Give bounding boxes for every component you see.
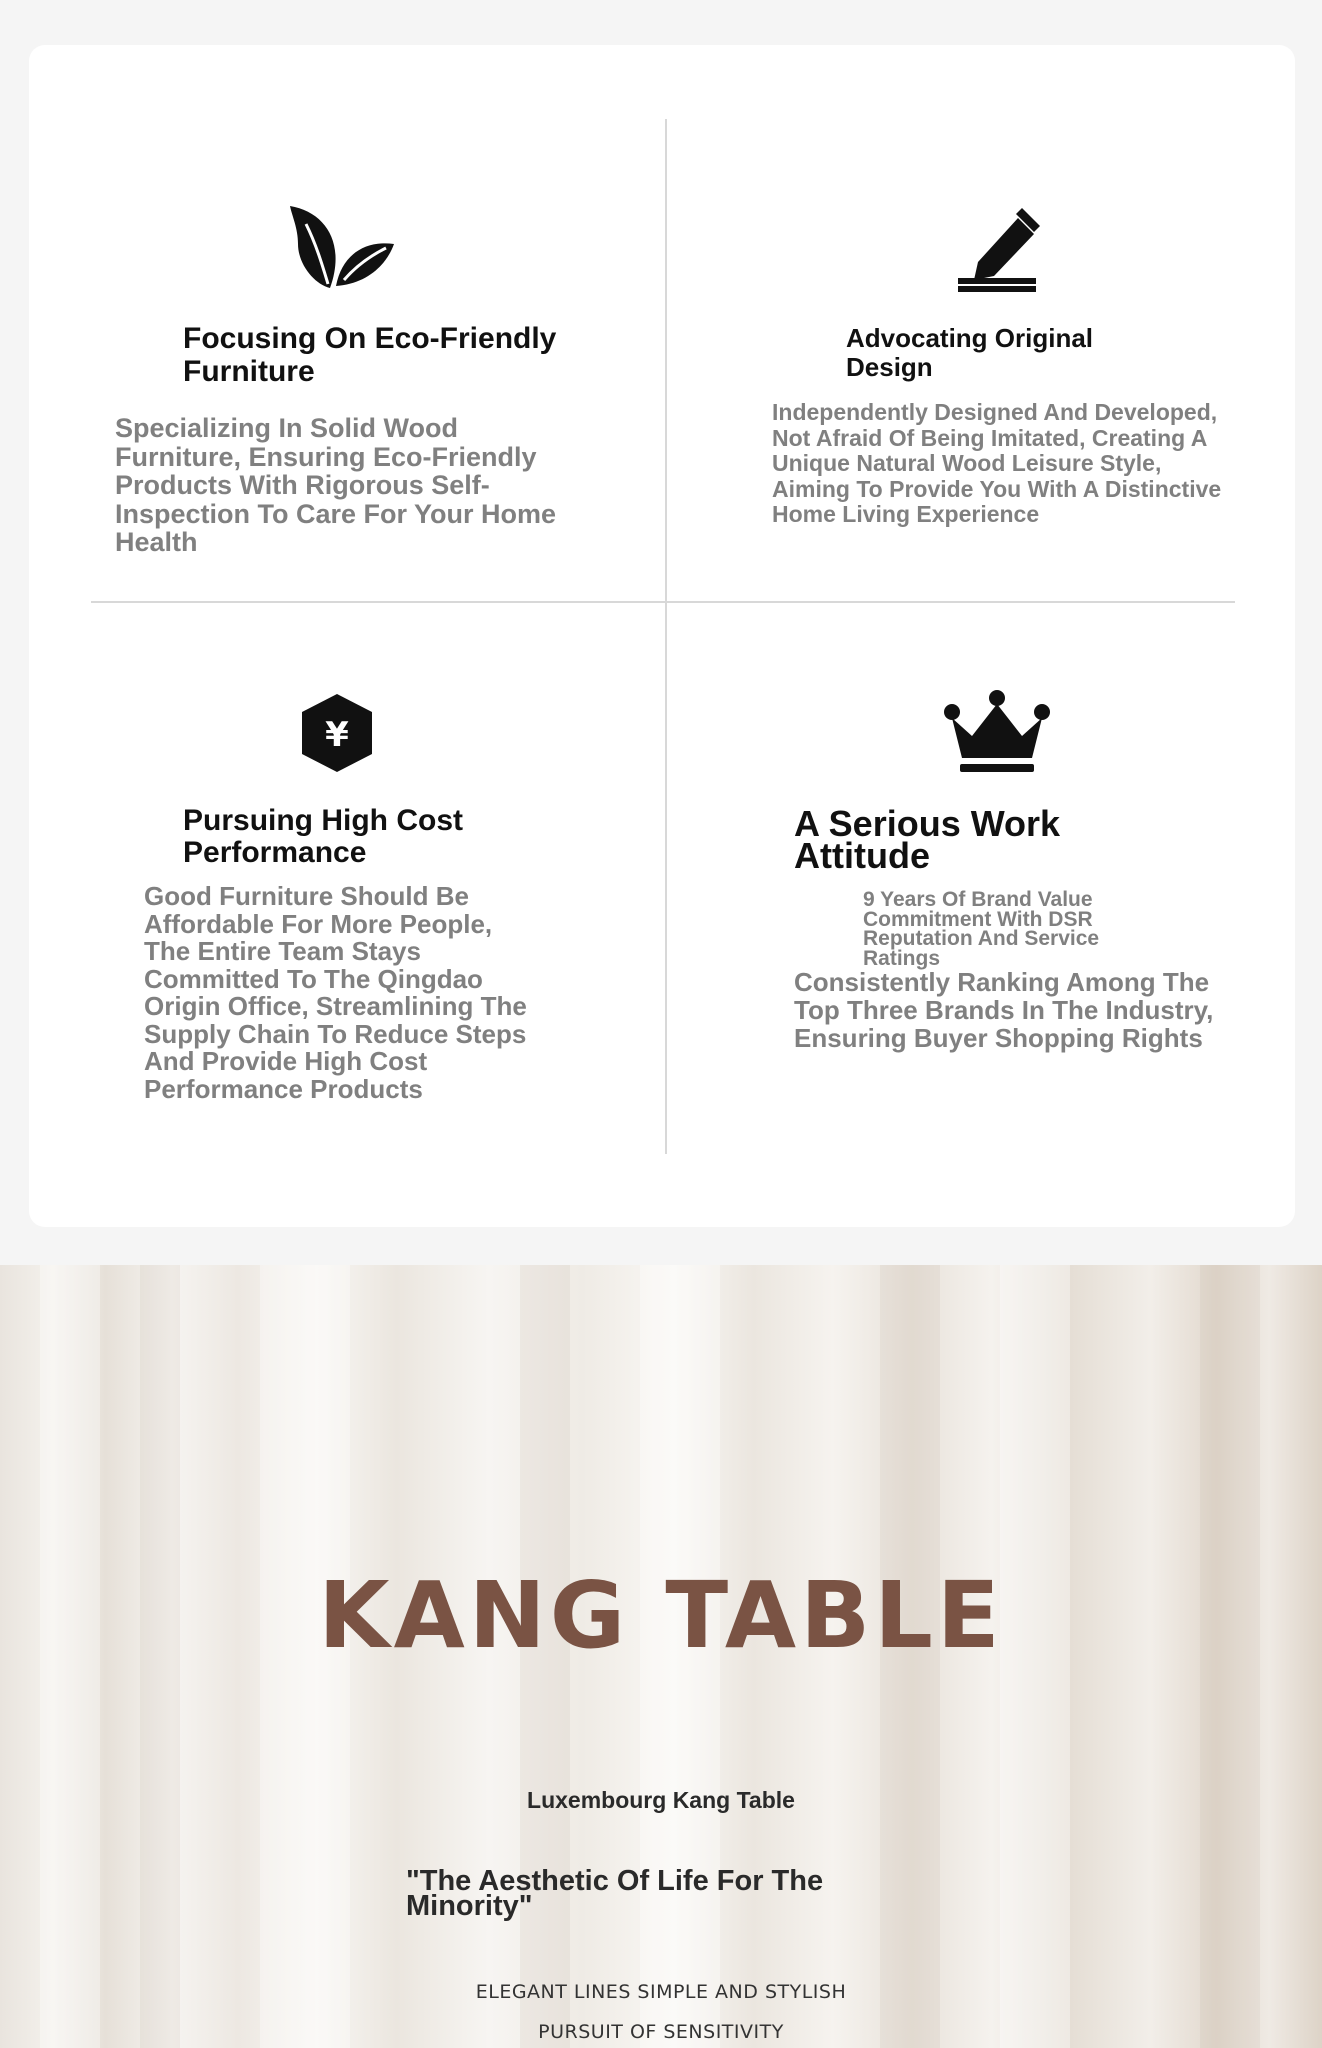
feature-title-attitude: A Serious Work Attitude [794,803,1061,876]
feature-desc-eco: Specializing In Solid Wood Furniture, Ensuring Eco-Friendly Products With Rigorous Self-Inspection To Care For Your Home Health [115,413,557,557]
feature-subdesc-attitude: 9 Years Of Brand Value Commitment With DSR Reputation And Service Ratings [863,888,1100,970]
feature-title-design: Advocating Original Design [846,323,1094,382]
vertical-divider [665,119,667,1154]
feature-desc-cost: Good Furniture Should Be Affordable For More People, The Entire Team Stays Committed To The Qingdao Origin Office, Streamlining The Supply Chain To Reduce Steps And Provide High Cost Performance Products [144,881,527,1104]
feature-title-cost: Pursuing High Cost Performance [183,804,463,869]
hero-banner [0,1265,1322,2048]
horizontal-divider [91,601,1235,603]
hero-subtitle: Luxembourg Kang Table [527,1787,795,1813]
yen-shield-icon [300,692,374,774]
hero-tagline-1: ELEGANT LINES SIMPLE AND STYLISH [475,1981,847,2003]
svg-text:¥: ¥ [325,715,349,755]
leaf-icon [286,204,396,290]
pencil-icon [956,204,1040,294]
feature-title-eco: Focusing On Eco-Friendly Furniture [183,322,557,388]
feature-desc-attitude: Consistently Ranking Among The Top Three Brands In The Industry, Ensuring Buyer Shopping Rights [794,967,1214,1053]
hero-tagline-2: PURSUIT OF SENSITIVITY [538,2021,784,2043]
crown-icon [942,690,1052,776]
hero-quote: "The Aesthetic Of Life For The Minority" [406,1865,824,1922]
feature-desc-design: Independently Designed And Developed, Not Afraid Of Being Imitated, Creating A Unique Natural Wood Leisure Style, Aiming To Provide You With A Distinctive Home Living Experience [772,399,1222,527]
brand-logo-text: KANG TABLE [318,1562,1004,1669]
